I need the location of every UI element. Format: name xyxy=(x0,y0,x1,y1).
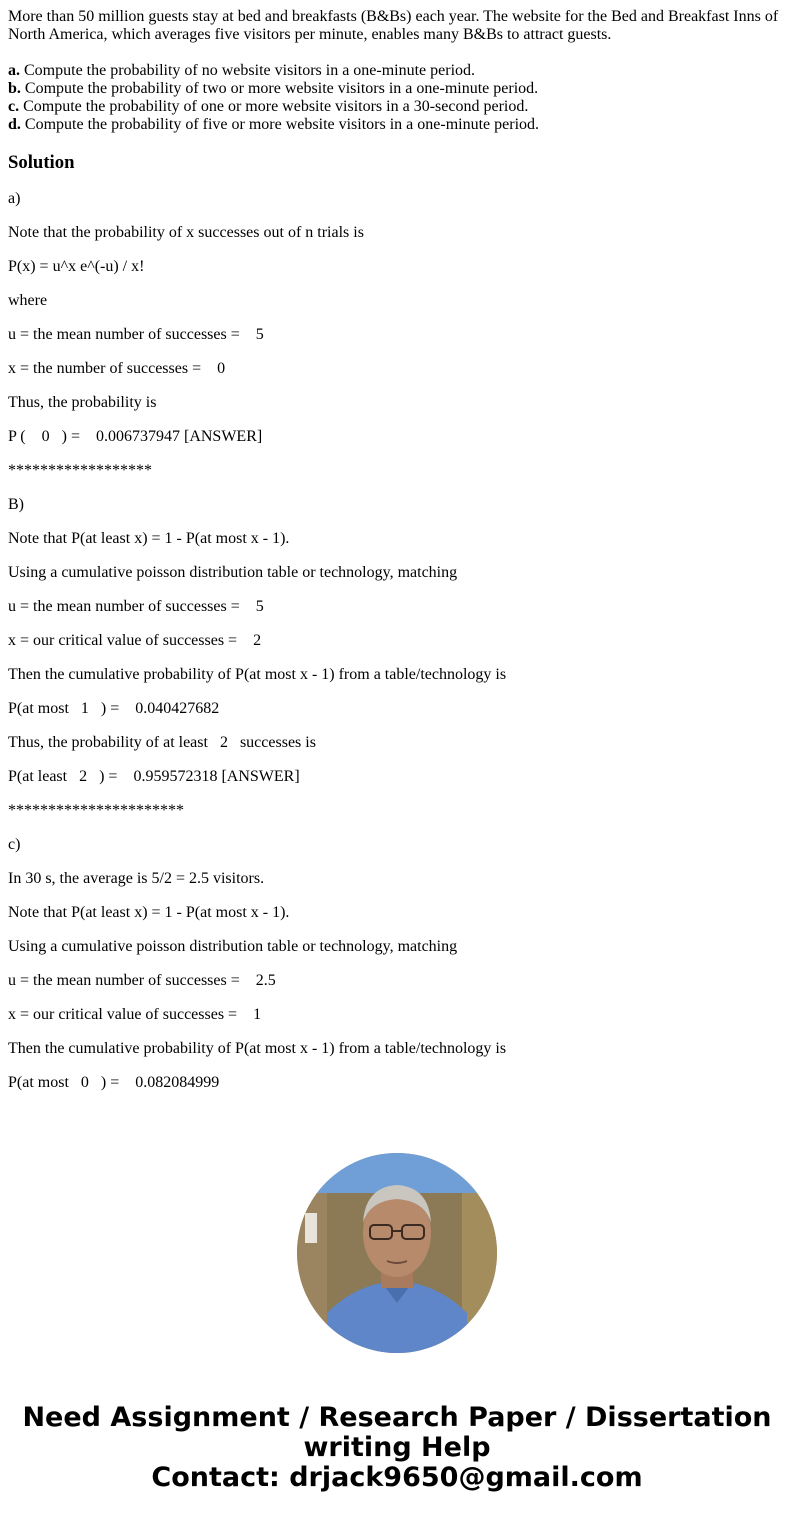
solution-line: ********************** xyxy=(8,802,184,819)
question-part-d xyxy=(8,116,786,134)
solution-heading: Solution xyxy=(8,152,75,173)
solution-line: u = the mean number of successes = 5 xyxy=(8,326,264,343)
solution-line: P(at least 2 ) = 0.959572318 [ANSWER] xyxy=(8,768,300,785)
part-letter: a. xyxy=(8,62,20,79)
question-parts xyxy=(8,62,786,134)
solution-line: Note that the probability of x successes out of n trials is xyxy=(8,224,364,241)
question-block xyxy=(8,8,786,134)
solution-line: c) xyxy=(8,836,21,853)
part-text: Compute the probability of two or more website visitors in a one-minute period. xyxy=(20,80,539,97)
promo-contact: Contact: drjack9650@gmail.com xyxy=(151,1462,643,1493)
solution-line: Using a cumulative poisson distribution table or technology, matching xyxy=(8,564,458,581)
solution-line: P(at most 1 ) = 0.040427682 xyxy=(8,700,220,717)
part-text: Compute the probability of no website visitors in a one-minute period. xyxy=(20,62,476,79)
part-text: Compute the probability of five or more website visitors in a one-minute period. xyxy=(20,116,540,133)
solution-line: P(at most 0 ) = 0.082084999 xyxy=(8,1074,220,1091)
solution-body xyxy=(8,190,786,1092)
solution-line: u = the mean number of successes = 5 xyxy=(8,598,264,615)
solution-line: Thus, the probability is xyxy=(8,394,157,411)
question-part-b xyxy=(8,80,786,98)
question-intro: More than 50 million guests stay at bed and breakfasts (B&Bs) each year. The website for the Bed and Breakfast Inns of North America, which averages five visitors per minute, enables many B&Bs to attract guests. xyxy=(8,8,779,43)
author-portrait-image xyxy=(297,1153,497,1353)
document-content xyxy=(8,8,786,1122)
solution-line: Thus, the probability of at least 2 successes is xyxy=(8,734,316,751)
solution-line: x = our critical value of successes = 2 xyxy=(8,632,262,649)
question-part-a xyxy=(8,62,786,80)
solution-line: B) xyxy=(8,496,24,513)
solution-line: P(x) = u^x e^(-u) / x! xyxy=(8,258,145,275)
question-part-c xyxy=(8,98,786,116)
promo-line: writing Help xyxy=(303,1432,491,1463)
part-text: Compute the probability of one or more website visitors in a 30-second period. xyxy=(19,98,529,115)
part-letter: b. xyxy=(8,80,21,97)
solution-line: a) xyxy=(8,190,21,207)
promo-banner xyxy=(0,1403,794,1493)
solution-line: Then the cumulative probability of P(at most x - 1) from a table/technology is xyxy=(8,666,507,683)
author-photo xyxy=(297,1153,497,1353)
promo-line: Need Assignment / Research Paper / Dissertation xyxy=(22,1402,772,1433)
solution-line: P ( 0 ) = 0.006737947 [ANSWER] xyxy=(8,428,263,445)
solution-line: Note that P(at least x) = 1 - P(at most x - 1). xyxy=(8,530,290,547)
solution-line: where xyxy=(8,292,48,309)
part-letter: c. xyxy=(8,98,20,115)
solution-line: In 30 s, the average is 5/2 = 2.5 visitors. xyxy=(8,870,265,887)
solution-line: x = the number of successes = 0 xyxy=(8,360,226,377)
solution-line: u = the mean number of successes = 2.5 xyxy=(8,972,276,989)
solution-line: Using a cumulative poisson distribution table or technology, matching xyxy=(8,938,458,955)
solution-line: Then the cumulative probability of P(at most x - 1) from a table/technology is xyxy=(8,1040,507,1057)
solution-line: ****************** xyxy=(8,462,152,479)
solution-line: Note that P(at least x) = 1 - P(at most x - 1). xyxy=(8,904,290,921)
solution-line: x = our critical value of successes = 1 xyxy=(8,1006,262,1023)
part-letter: d. xyxy=(8,116,21,133)
